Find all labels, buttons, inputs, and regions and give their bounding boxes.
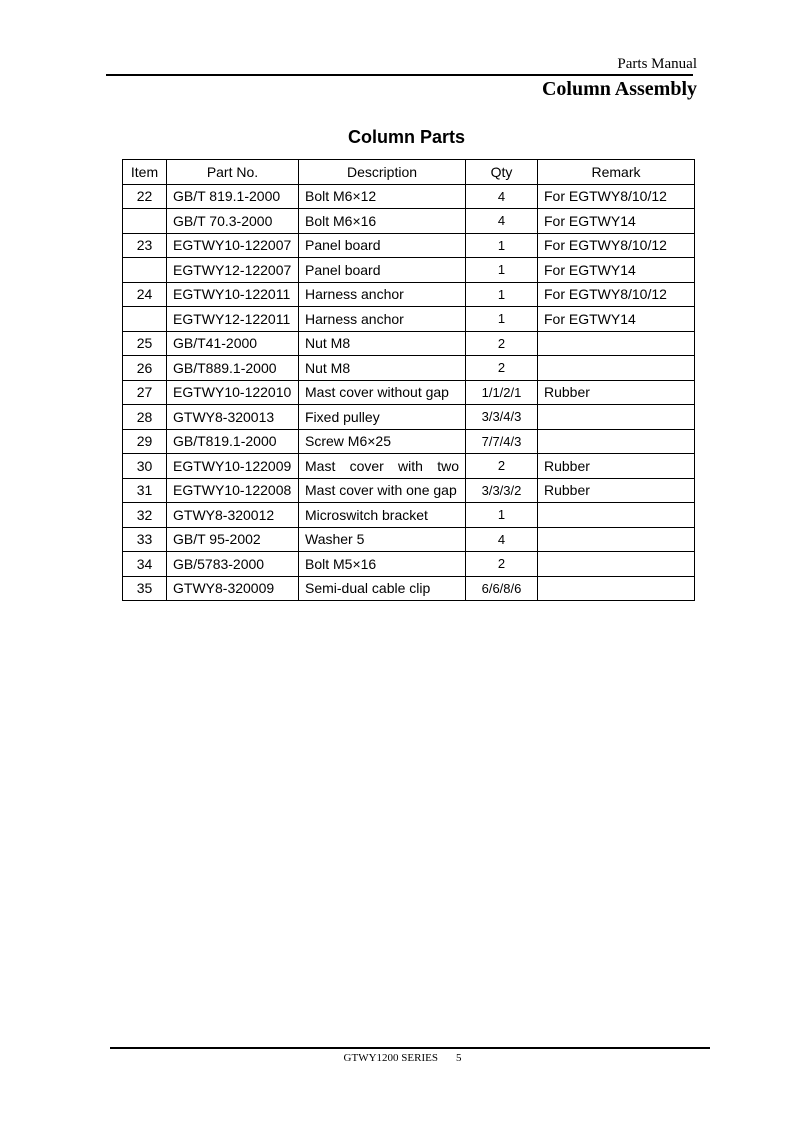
cell-part-no: GB/T 95-2002 — [167, 527, 299, 552]
cell-part-no: EGTWY10-122009 — [167, 454, 299, 479]
cell-part-no: EGTWY10-122011 — [167, 282, 299, 307]
cell-remark: For EGTWY8/10/12 — [538, 184, 695, 209]
cell-item: 29 — [123, 429, 167, 454]
cell-qty: 2 — [466, 356, 538, 381]
cell-qty: 3/3/4/3 — [466, 405, 538, 430]
section-title: Column Assembly — [541, 78, 697, 100]
cell-part-no: EGTWY12-122007 — [167, 258, 299, 283]
cell-qty: 4 — [466, 209, 538, 234]
table-row — [123, 258, 695, 283]
manual-title: Parts Manual — [617, 56, 697, 72]
cell-qty: 1 — [466, 258, 538, 283]
cell-item — [123, 209, 167, 234]
cell-part-no: EGTWY10-122007 — [167, 233, 299, 258]
cell-item: 27 — [123, 380, 167, 405]
table-row — [123, 503, 695, 528]
cell-qty: 3/3/3/2 — [466, 478, 538, 503]
table-row — [123, 405, 695, 430]
cell-item — [123, 258, 167, 283]
cell-qty: 2 — [466, 552, 538, 577]
table-row — [123, 209, 695, 234]
page-number: 5 — [455, 1052, 462, 1064]
cell-description: Mast cover with one gap — [299, 478, 466, 503]
table-title: Column Parts — [347, 127, 466, 147]
table-row — [123, 331, 695, 356]
cell-remark — [538, 356, 695, 381]
cell-description: Semi-dual cable clip — [299, 576, 466, 601]
header-divider — [106, 74, 693, 76]
column-header-qty: Qty — [466, 160, 538, 185]
table-row — [123, 307, 695, 332]
cell-item — [123, 307, 167, 332]
cell-remark: For EGTWY14 — [538, 209, 695, 234]
cell-description: Fixed pulley — [299, 405, 466, 430]
cell-qty: 1 — [466, 233, 538, 258]
cell-remark — [538, 405, 695, 430]
cell-qty: 7/7/4/3 — [466, 429, 538, 454]
cell-part-no: EGTWY10-122010 — [167, 380, 299, 405]
cell-description: Bolt M5×16 — [299, 552, 466, 577]
cell-part-no: GTWY8-320009 — [167, 576, 299, 601]
cell-qty: 2 — [466, 454, 538, 479]
cell-remark: Rubber — [538, 380, 695, 405]
cell-part-no: GB/5783-2000 — [167, 552, 299, 577]
table-row — [123, 576, 695, 601]
table-row — [123, 478, 695, 503]
cell-item: 30 — [123, 454, 167, 479]
cell-remark: Rubber — [538, 478, 695, 503]
cell-item: 34 — [123, 552, 167, 577]
cell-part-no: GTWY8-320013 — [167, 405, 299, 430]
table-body — [123, 184, 695, 601]
cell-remark: For EGTWY8/10/12 — [538, 282, 695, 307]
cell-qty: 6/6/8/6 — [466, 576, 538, 601]
cell-description: Panel board — [299, 258, 466, 283]
cell-remark: For EGTWY14 — [538, 258, 695, 283]
cell-qty: 1 — [466, 307, 538, 332]
cell-part-no: GB/T889.1-2000 — [167, 356, 299, 381]
table-row — [123, 380, 695, 405]
cell-description: Washer 5 — [299, 527, 466, 552]
cell-item: 33 — [123, 527, 167, 552]
series-label: GTWY1200 SERIES — [343, 1052, 438, 1064]
column-header-remark: Remark — [538, 160, 695, 185]
table-row — [123, 184, 695, 209]
cell-item: 31 — [123, 478, 167, 503]
column-header-item: Item — [123, 160, 167, 185]
cell-item: 28 — [123, 405, 167, 430]
cell-qty: 4 — [466, 527, 538, 552]
cell-qty: 2 — [466, 331, 538, 356]
table-row — [123, 282, 695, 307]
cell-item: 22 — [123, 184, 167, 209]
table-header-row — [123, 160, 695, 185]
table-row — [123, 233, 695, 258]
cell-item: 23 — [123, 233, 167, 258]
cell-item: 26 — [123, 356, 167, 381]
cell-description: Microswitch bracket — [299, 503, 466, 528]
cell-part-no: GB/T 819.1-2000 — [167, 184, 299, 209]
column-header-description: Description — [299, 160, 466, 185]
cell-remark: For EGTWY8/10/12 — [538, 233, 695, 258]
cell-part-no: EGTWY12-122011 — [167, 307, 299, 332]
cell-qty: 4 — [466, 184, 538, 209]
table-row — [123, 429, 695, 454]
cell-remark — [538, 576, 695, 601]
cell-part-no: GTWY8-320012 — [167, 503, 299, 528]
cell-description: Bolt M6×12 — [299, 184, 466, 209]
cell-item: 25 — [123, 331, 167, 356]
cell-description: Panel board — [299, 233, 466, 258]
cell-description: Screw M6×25 — [299, 429, 466, 454]
cell-part-no: GB/T 70.3-2000 — [167, 209, 299, 234]
cell-remark — [538, 527, 695, 552]
cell-remark: For EGTWY14 — [538, 307, 695, 332]
column-parts-table — [122, 159, 695, 601]
cell-remark — [538, 429, 695, 454]
cell-description: Nut M8 — [299, 331, 466, 356]
cell-qty: 1 — [466, 503, 538, 528]
page-footer — [0, 1052, 793, 1064]
cell-remark — [538, 552, 695, 577]
table-row — [123, 454, 695, 479]
cell-remark — [538, 503, 695, 528]
cell-description: Mast cover without gap — [299, 380, 466, 405]
cell-item: 35 — [123, 576, 167, 601]
cell-item: 24 — [123, 282, 167, 307]
cell-remark — [538, 331, 695, 356]
cell-part-no: GB/T819.1-2000 — [167, 429, 299, 454]
cell-item: 32 — [123, 503, 167, 528]
cell-remark: Rubber — [538, 454, 695, 479]
cell-description: Nut M8 — [299, 356, 466, 381]
table-row — [123, 527, 695, 552]
table-row — [123, 552, 695, 577]
cell-part-no: GB/T41-2000 — [167, 331, 299, 356]
cell-part-no: EGTWY10-122008 — [167, 478, 299, 503]
cell-description: Mast cover with two — [299, 454, 466, 479]
cell-qty: 1/1/2/1 — [466, 380, 538, 405]
cell-description: Harness anchor — [299, 282, 466, 307]
cell-description: Bolt M6×16 — [299, 209, 466, 234]
cell-qty: 1 — [466, 282, 538, 307]
footer-divider — [110, 1047, 710, 1049]
cell-description: Harness anchor — [299, 307, 466, 332]
column-header-part-no: Part No. — [167, 160, 299, 185]
table-row — [123, 356, 695, 381]
